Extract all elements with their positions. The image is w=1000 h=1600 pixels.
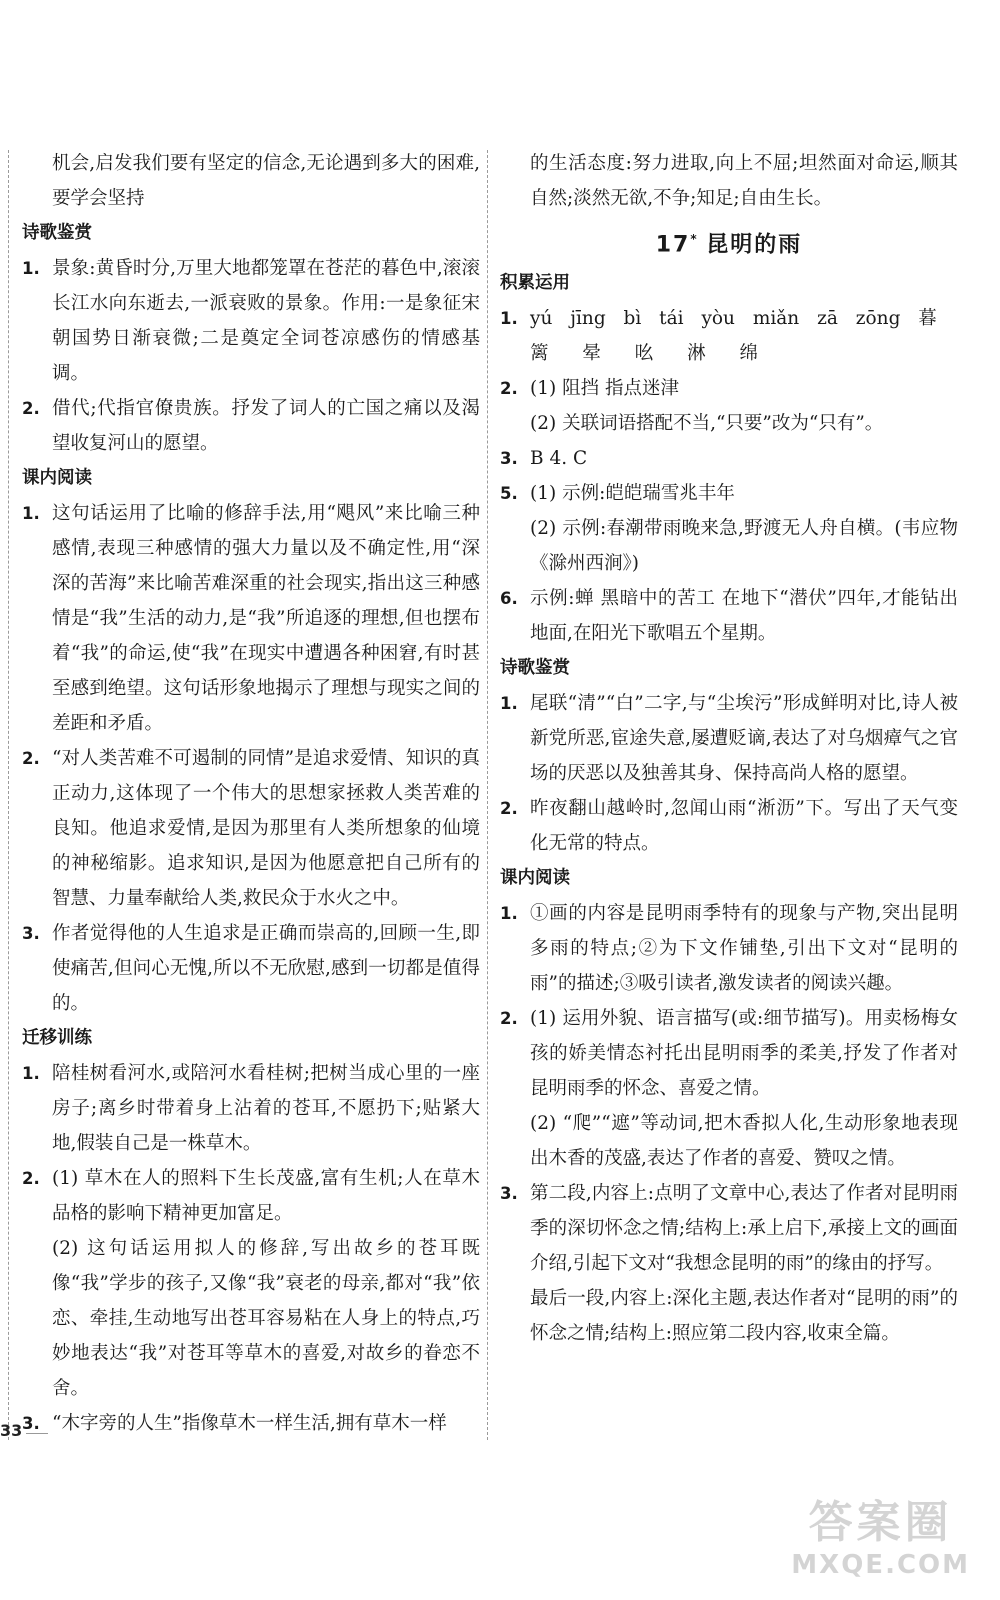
item-number: 3. — [500, 1184, 518, 1204]
section-heading-transfer: 迁移训练 — [22, 1028, 92, 1048]
item-text: 这句话运用了比喻的修辞手法,用“飓风”来比喻三种感情,表现三种感情的强大力量以及不确定性,用“深深的苦海”来比喻苦难深重的社会现实,指出这三种感情是“我”生活的动力,是“我”所追逐的理想,但也摆布着“我”的命运,使“我”在现实中遭遇各种困窘,有时甚至感到绝望。这句话形象地揭示了理想与现实之间的差距和矛盾。 — [52, 503, 480, 734]
lesson-name: 昆明的雨 — [706, 232, 803, 258]
right-column-rule — [487, 150, 488, 1440]
left-column-rule — [8, 150, 9, 1440]
item-number: 6. — [500, 589, 518, 609]
item-text: (1) 示例:皑皑瑞雪兆丰年 — [530, 483, 735, 505]
item-number: 1. — [500, 904, 518, 924]
item-text: ①画的内容是昆明雨季特有的现象与产物,突出昆明多雨的特点;②为下文作铺垫,引出下文对“昆明的雨”的描述;③吸引读者,激发读者的阅读兴趣。 — [530, 903, 958, 995]
right-column — [500, 146, 958, 1351]
continued-answer-text: 的生活态度:努力进取,向上不屈;坦然面对命运,顺其自然;淡然无欲,不争;知足;自由生长。 — [530, 153, 958, 209]
answer-item — [500, 476, 958, 511]
item-number: 1. — [22, 1064, 40, 1083]
watermark-logo-text: 答案圈 — [808, 1497, 953, 1548]
item-text: 昨夜翻山越岭时,忽闻山雨“淅沥”下。写出了天气变化无常的特点。 — [530, 798, 958, 855]
item-text: B 4. C — [530, 448, 588, 470]
section-heading-accumulation: 积累运用 — [500, 273, 570, 294]
item-number: 1. — [500, 309, 518, 329]
page-number: 33 — [0, 1421, 23, 1440]
item-text: 陪桂树看河水,或陪河水看桂树;把树当成心里的一座房子;离乡时带着身上沾着的苍耳,不愿扔下;贴紧大地,假装自己是一株草木。 — [52, 1063, 480, 1154]
item-text: 借代;代指官僚贵族。抒发了词人的亡国之痛以及渴望收复河山的愿望。 — [52, 398, 480, 454]
answer-item — [22, 1406, 480, 1441]
answer-item — [500, 791, 958, 861]
item-number: 2. — [22, 399, 40, 418]
answer-item — [500, 371, 958, 406]
left-column — [22, 146, 480, 1441]
item-number: 1. — [22, 504, 40, 523]
answer-item — [500, 1176, 958, 1281]
lesson-number: 17 — [655, 232, 691, 258]
item-text: 尾联“清”“白”二字,与“尘埃污”形成鲜明对比,诗人被新党所恶,宦途失意,屡遭贬谪,表达了对乌烟瘴气之官场的厌恶以及独善其身、保持高尚人格的愿望。 — [530, 693, 958, 785]
answer-item — [500, 581, 958, 651]
item-text: “对人类苦难不可遏制的同情”是追求爱情、知识的真正动力,这体现了一个伟大的思想家拯救人类苦难的良知。他追求爱情,是因为那里有人类所想象的仙境的神秘缩影。追求知识,是因为他愿意把自己所有的智慧、力量奉献给人类,救民众于水火之中。 — [52, 748, 480, 909]
character-answers: 篱 晕 吆 淋 绵 — [530, 343, 773, 365]
item-number: 3. — [500, 449, 518, 469]
page-number-rule — [26, 1433, 48, 1434]
sub-answer-text: (2) 示例:春潮带雨晚来急,野渡无人舟自横。(韦应物《滁州西涧》) — [530, 518, 958, 575]
item-text: “木字旁的人生”指像草木一样生活,拥有草木一样 — [52, 1413, 447, 1434]
item-number: 3. — [22, 924, 40, 943]
answer-item — [500, 686, 958, 791]
answer-item — [22, 1056, 480, 1161]
answer-item — [22, 741, 480, 916]
sub-answer-text: (2) 关联词语搭配不当,“只要”改为“只有”。 — [530, 413, 884, 435]
answer-item — [22, 916, 480, 1021]
item-number: 1. — [22, 259, 40, 278]
item-text: 第二段,内容上:点明了文章中心,表达了作者对昆明雨季的深切怀念之情;结构上:承上启下,承接上文的画面介绍,引起下文对“我想念昆明的雨”的缘由的抒写。 — [530, 1183, 958, 1275]
pinyin-answers: yú jīng bì tái yòu miǎn zā zōng 暮 — [530, 308, 937, 330]
answer-item — [500, 896, 958, 1001]
watermark — [791, 1486, 970, 1580]
section-heading-reading: 课内阅读 — [22, 468, 92, 488]
watermark-url: MXQE.COM — [791, 1550, 970, 1580]
item-number: 1. — [500, 694, 518, 714]
section-heading-poetry: 诗歌鉴赏 — [500, 658, 570, 679]
item-number: 3. — [22, 1414, 40, 1433]
item-text: 作者觉得他的人生追求是正确而崇高的,回顾一生,即使痛苦,但问心无愧,所以不无欣慰,感到一切都是值得的。 — [52, 923, 480, 1014]
item-text: (1) 草木在人的照料下生长茂盛,富有生机;人在草木品格的影响下精神更加富足。 — [52, 1168, 480, 1224]
answer-item — [500, 441, 958, 476]
item-number: 2. — [500, 799, 518, 819]
item-number: 2. — [22, 1169, 40, 1188]
answer-item — [500, 1001, 958, 1106]
item-text: 景象:黄昏时分,万里大地都笼罩在苍茫的暮色中,滚滚长江水向东逝去,一派衰败的景象。作用:一是象征宋朝国势日渐衰微;二是奠定全词苍凉感伤的情感基调。 — [52, 258, 480, 384]
item-text: (1) 运用外貌、语言描写(或:细节描写)。用卖杨梅女孩的娇美情态衬托出昆明雨季的柔美,抒发了作者对昆明雨季的怀念、喜爱之情。 — [530, 1008, 958, 1100]
section-heading-poetry: 诗歌鉴赏 — [22, 223, 92, 243]
sub-answer-text: 最后一段,内容上:深化主题,表达作者对“昆明的雨”的怀念之情;结构上:照应第二段内容,收束全篇。 — [530, 1288, 958, 1345]
continued-answer-text: 机会,启发我们要有坚定的信念,无论遇到多大的困难,要学会坚持 — [52, 153, 480, 209]
sub-answer-text: (2) “爬”“遮”等动词,把木香拟人化,生动形象地表现出木香的茂盛,表达了作者的喜爱、赞叹之情。 — [530, 1113, 958, 1170]
answer-item — [22, 496, 480, 741]
item-number: 2. — [500, 379, 518, 399]
section-heading-reading: 课内阅读 — [500, 868, 570, 889]
lesson-title — [500, 222, 958, 262]
item-text: 示例:蝉 黑暗中的苦工 在地下“潜伏”四年,才能钻出地面,在阳光下歌唱五个星期。 — [530, 588, 958, 645]
answer-item — [22, 251, 480, 391]
answer-item — [22, 1161, 480, 1231]
answer-item — [500, 301, 958, 336]
item-number: 2. — [500, 1009, 518, 1029]
sub-answer-text: (2) 这句话运用拟人的修辞,写出故乡的苍耳既像“我”学步的孩子,又像“我”衰老的母亲,都对“我”依恋、牵挂,生动地写出苍耳容易粘在人身上的特点,巧妙地表达“我”对苍耳等草木的喜爱,对故乡的眷恋不舍。 — [52, 1238, 480, 1399]
answer-item — [22, 391, 480, 461]
lesson-optional-mark: * — [690, 232, 697, 246]
item-text: (1) 阻挡 指点迷津 — [530, 378, 679, 400]
item-number: 2. — [22, 749, 40, 768]
item-number: 5. — [500, 484, 518, 504]
